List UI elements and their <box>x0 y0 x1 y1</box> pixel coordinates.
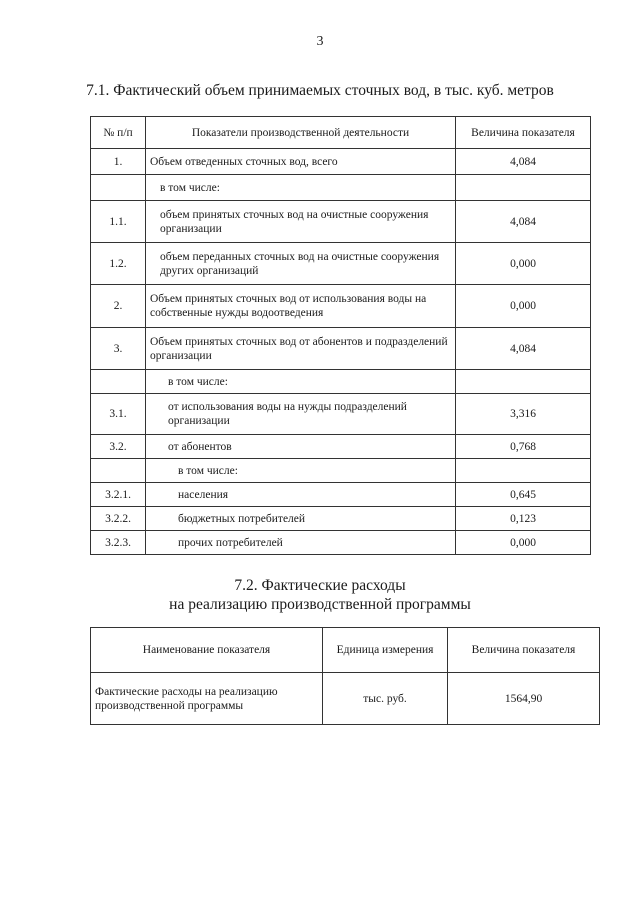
row-value: 4,084 <box>456 328 591 370</box>
row-value <box>456 459 591 483</box>
header-number: № п/п <box>91 117 146 149</box>
row-label: Фактические расходы на реализацию производственной программы <box>91 673 323 725</box>
row-number: 1.1. <box>91 201 146 243</box>
table-row <box>91 175 591 201</box>
wastewater-volume-table <box>90 116 591 555</box>
row-value: 0,123 <box>456 507 591 531</box>
row-number: 3. <box>91 328 146 370</box>
table-row <box>91 531 591 555</box>
row-label: в том числе: <box>146 370 456 394</box>
row-number: 1.2. <box>91 243 146 285</box>
row-label: Объем принятых сточных вод от использования воды на собственные нужды водоотведения <box>146 285 456 328</box>
row-label: в том числе: <box>146 175 456 201</box>
row-unit: тыс. руб. <box>323 673 448 725</box>
table-row <box>91 201 591 243</box>
page-number: 3 <box>316 34 324 49</box>
expenses-table <box>90 627 600 725</box>
row-label: объем принятых сточных вод на очистные сооружения организации <box>146 201 456 243</box>
row-number: 3.2.3. <box>91 531 146 555</box>
table-row <box>91 285 591 328</box>
table-row <box>91 507 591 531</box>
row-label: Объем принятых сточных вод от абонентов и подразделений организации <box>146 328 456 370</box>
table-row <box>91 673 600 725</box>
header-indicator: Показатели производственной деятельности <box>146 117 456 149</box>
row-label: бюджетных потребителей <box>146 507 456 531</box>
table-row <box>91 370 591 394</box>
header-value: Величина показателя <box>448 628 600 673</box>
row-number: 3.2. <box>91 435 146 459</box>
header-unit: Единица измерения <box>323 628 448 673</box>
row-number: 3.1. <box>91 394 146 435</box>
row-value: 0,768 <box>456 435 591 459</box>
row-label: объем переданных сточных вод на очистные сооружения других организаций <box>146 243 456 285</box>
row-label: прочих потребителей <box>146 531 456 555</box>
section-1-title: 7.1. Фактический объем принимаемых сточных вод, в тыс. куб. метров <box>86 82 554 99</box>
row-number <box>91 370 146 394</box>
row-number: 1. <box>91 149 146 175</box>
row-number: 3.2.1. <box>91 483 146 507</box>
section-2-subtitle: на реализацию производственной программы <box>169 596 471 613</box>
row-value: 0,000 <box>456 243 591 285</box>
row-number: 2. <box>91 285 146 328</box>
row-label: населения <box>146 483 456 507</box>
table-row <box>91 243 591 285</box>
header-indicator-name: Наименование показателя <box>91 628 323 673</box>
table-header-row <box>91 117 591 149</box>
row-value: 0,645 <box>456 483 591 507</box>
section-2-title: 7.2. Фактические расходы <box>234 577 406 594</box>
row-label: Объем отведенных сточных вод, всего <box>146 149 456 175</box>
row-label: от абонентов <box>146 435 456 459</box>
row-value: 1564,90 <box>448 673 600 725</box>
row-label: от использования воды на нужды подразделений организации <box>146 394 456 435</box>
table-row <box>91 149 591 175</box>
table-row <box>91 328 591 370</box>
row-value: 4,084 <box>456 201 591 243</box>
row-value <box>456 175 591 201</box>
header-value: Величина показателя <box>456 117 591 149</box>
row-value: 4,084 <box>456 149 591 175</box>
row-value: 0,000 <box>456 531 591 555</box>
table-row <box>91 394 591 435</box>
row-value: 0,000 <box>456 285 591 328</box>
table-row <box>91 435 591 459</box>
table-row <box>91 483 591 507</box>
table-row <box>91 459 591 483</box>
row-value <box>456 370 591 394</box>
table-header-row <box>91 628 600 673</box>
row-number <box>91 175 146 201</box>
row-value: 3,316 <box>456 394 591 435</box>
row-number <box>91 459 146 483</box>
row-number: 3.2.2. <box>91 507 146 531</box>
row-label: в том числе: <box>146 459 456 483</box>
